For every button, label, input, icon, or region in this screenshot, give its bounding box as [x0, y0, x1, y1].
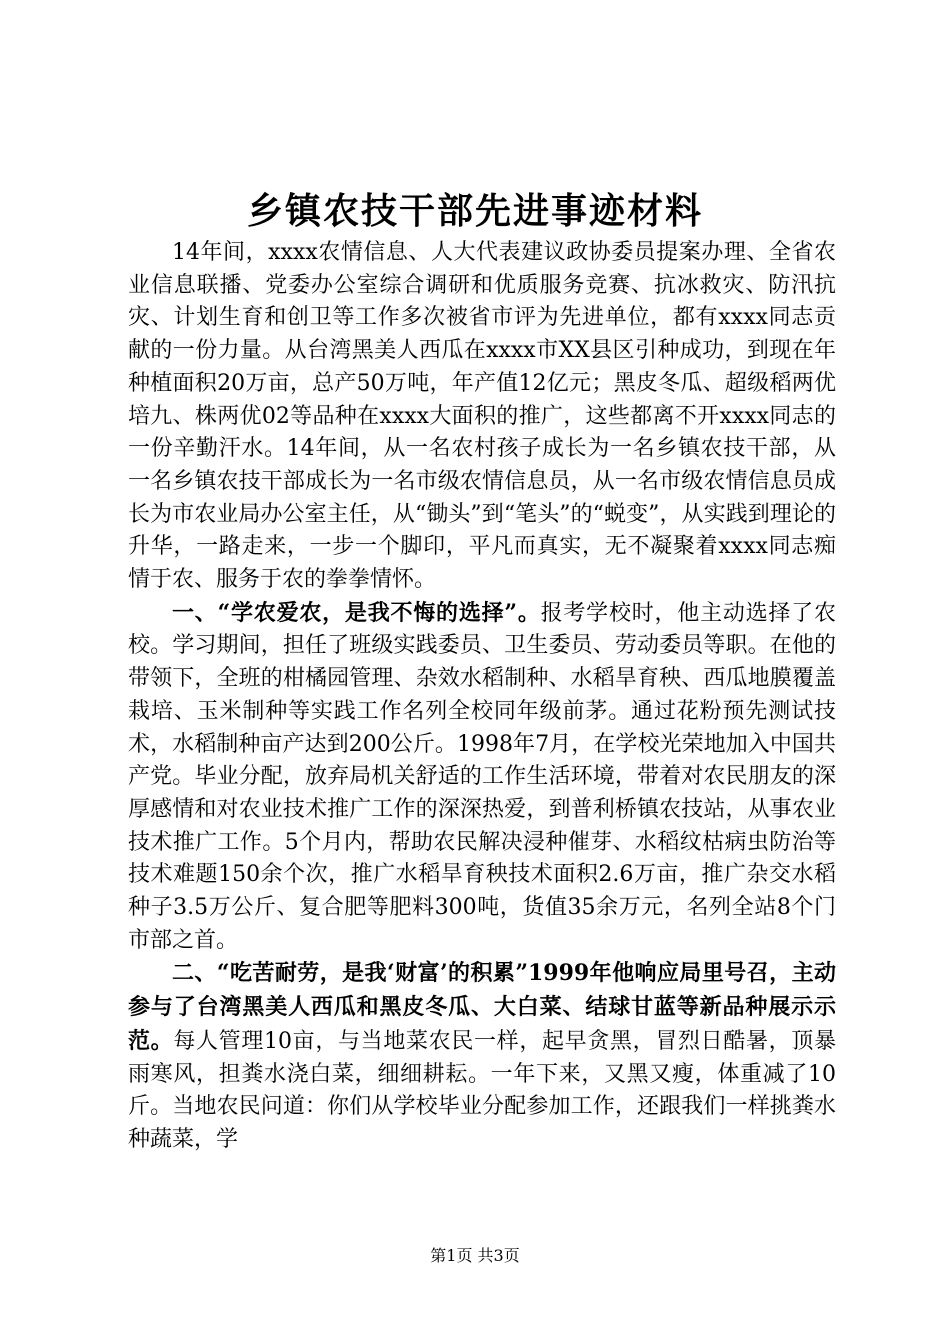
page-footer: 第1页 共3页 [430, 1246, 520, 1265]
section-one-heading: 一、“学农爱农，是我不悔的选择”。 [172, 599, 541, 626]
document-body [128, 236, 836, 1157]
section-two-heading: 二、“吃苦耐劳，是我‘财富’的积累”1999年他响应局里号召，主动参与了台湾黑美人西瓜和黑皮冬瓜、大白菜、结球甘蓝等新品种展示示范。 [128, 960, 836, 1054]
paragraph-section-one [128, 597, 836, 958]
paragraph-intro [128, 236, 836, 597]
paragraph-text: 14年间，xxxx农情信息、人大代表建议政协委员提案办理、全省农业信息联播、党委办公室综合调研和优质服务竞赛、抗冰救灾、防汛抗灾、计划生育和创卫等工作多次被省市评为先进单位，都有xxxx同志贡献的一份力量。从台湾黑美人西瓜在xxxx市XX县区引种成功，到现在年种植面积20万亩，总产50万吨，年产值12亿元；黑皮冬瓜、超级稻两优培九、株两优02等品种在xxxx大面积的推广，这些都离不开xxxx同志的一份辛勤汗水。14年间，从一名农村孩子成长为一名乡镇农技干部，从一名乡镇农技干部成长为一名市级农情信息员，从一名市级农情信息员成长为市农业局办公室主任，从“锄头”到“笔头”的“蜕变”，从实践到理论的升华，一路走来，一步一个脚印，平凡而真实，无不凝聚着xxxx同志痴情于农、服务于农的拳拳情怀。 [128, 240, 836, 593]
paragraph-text: 报考学校时，他主动选择了农校。学习期间，担任了班级实践委员、卫生委员、劳动委员等职。在他的带领下，全班的柑橘园管理、杂效水稻制种、水稻旱育秧、西瓜地膜覆盖栽培、玉米制种等实践工作名列全校同年级前茅。通过花粉预先测试技术，水稻制种亩产达到200公斤。1998年7月，在学校光荣地加入中国共产党。毕业分配，放弃局机关舒适的工作生活环境，带着对农民朋友的深厚感情和对农业技术推广工作的深深热爱，到普利桥镇农技站，从事农业技术推广工作。5个月内，帮助农民解决浸种催芽、水稻纹枯病虫防治等技术难题150余个次，推广水稻旱育秧技术面积2.6万亩，推广杂交水稻种子3.5万公斤、复合肥等肥料300吨，货值35余万元，名列全站8个门市部之首。 [128, 600, 836, 953]
paragraph-text: 每人管理10亩，与当地菜农民一样，起早贪黑，冒烈日酷暑，顶暴雨寒风，担粪水浇白菜，细细耕耘。一年下来，又黑又瘦，体重减了10斤。当地农民问道：你们从学校毕业分配参加工作，还跟我们一样挑粪水种蔬菜，学 [128, 1028, 836, 1152]
page-title: 乡镇农技干部先进事迹材料 [246, 190, 703, 232]
paragraph-section-two [128, 957, 836, 1156]
